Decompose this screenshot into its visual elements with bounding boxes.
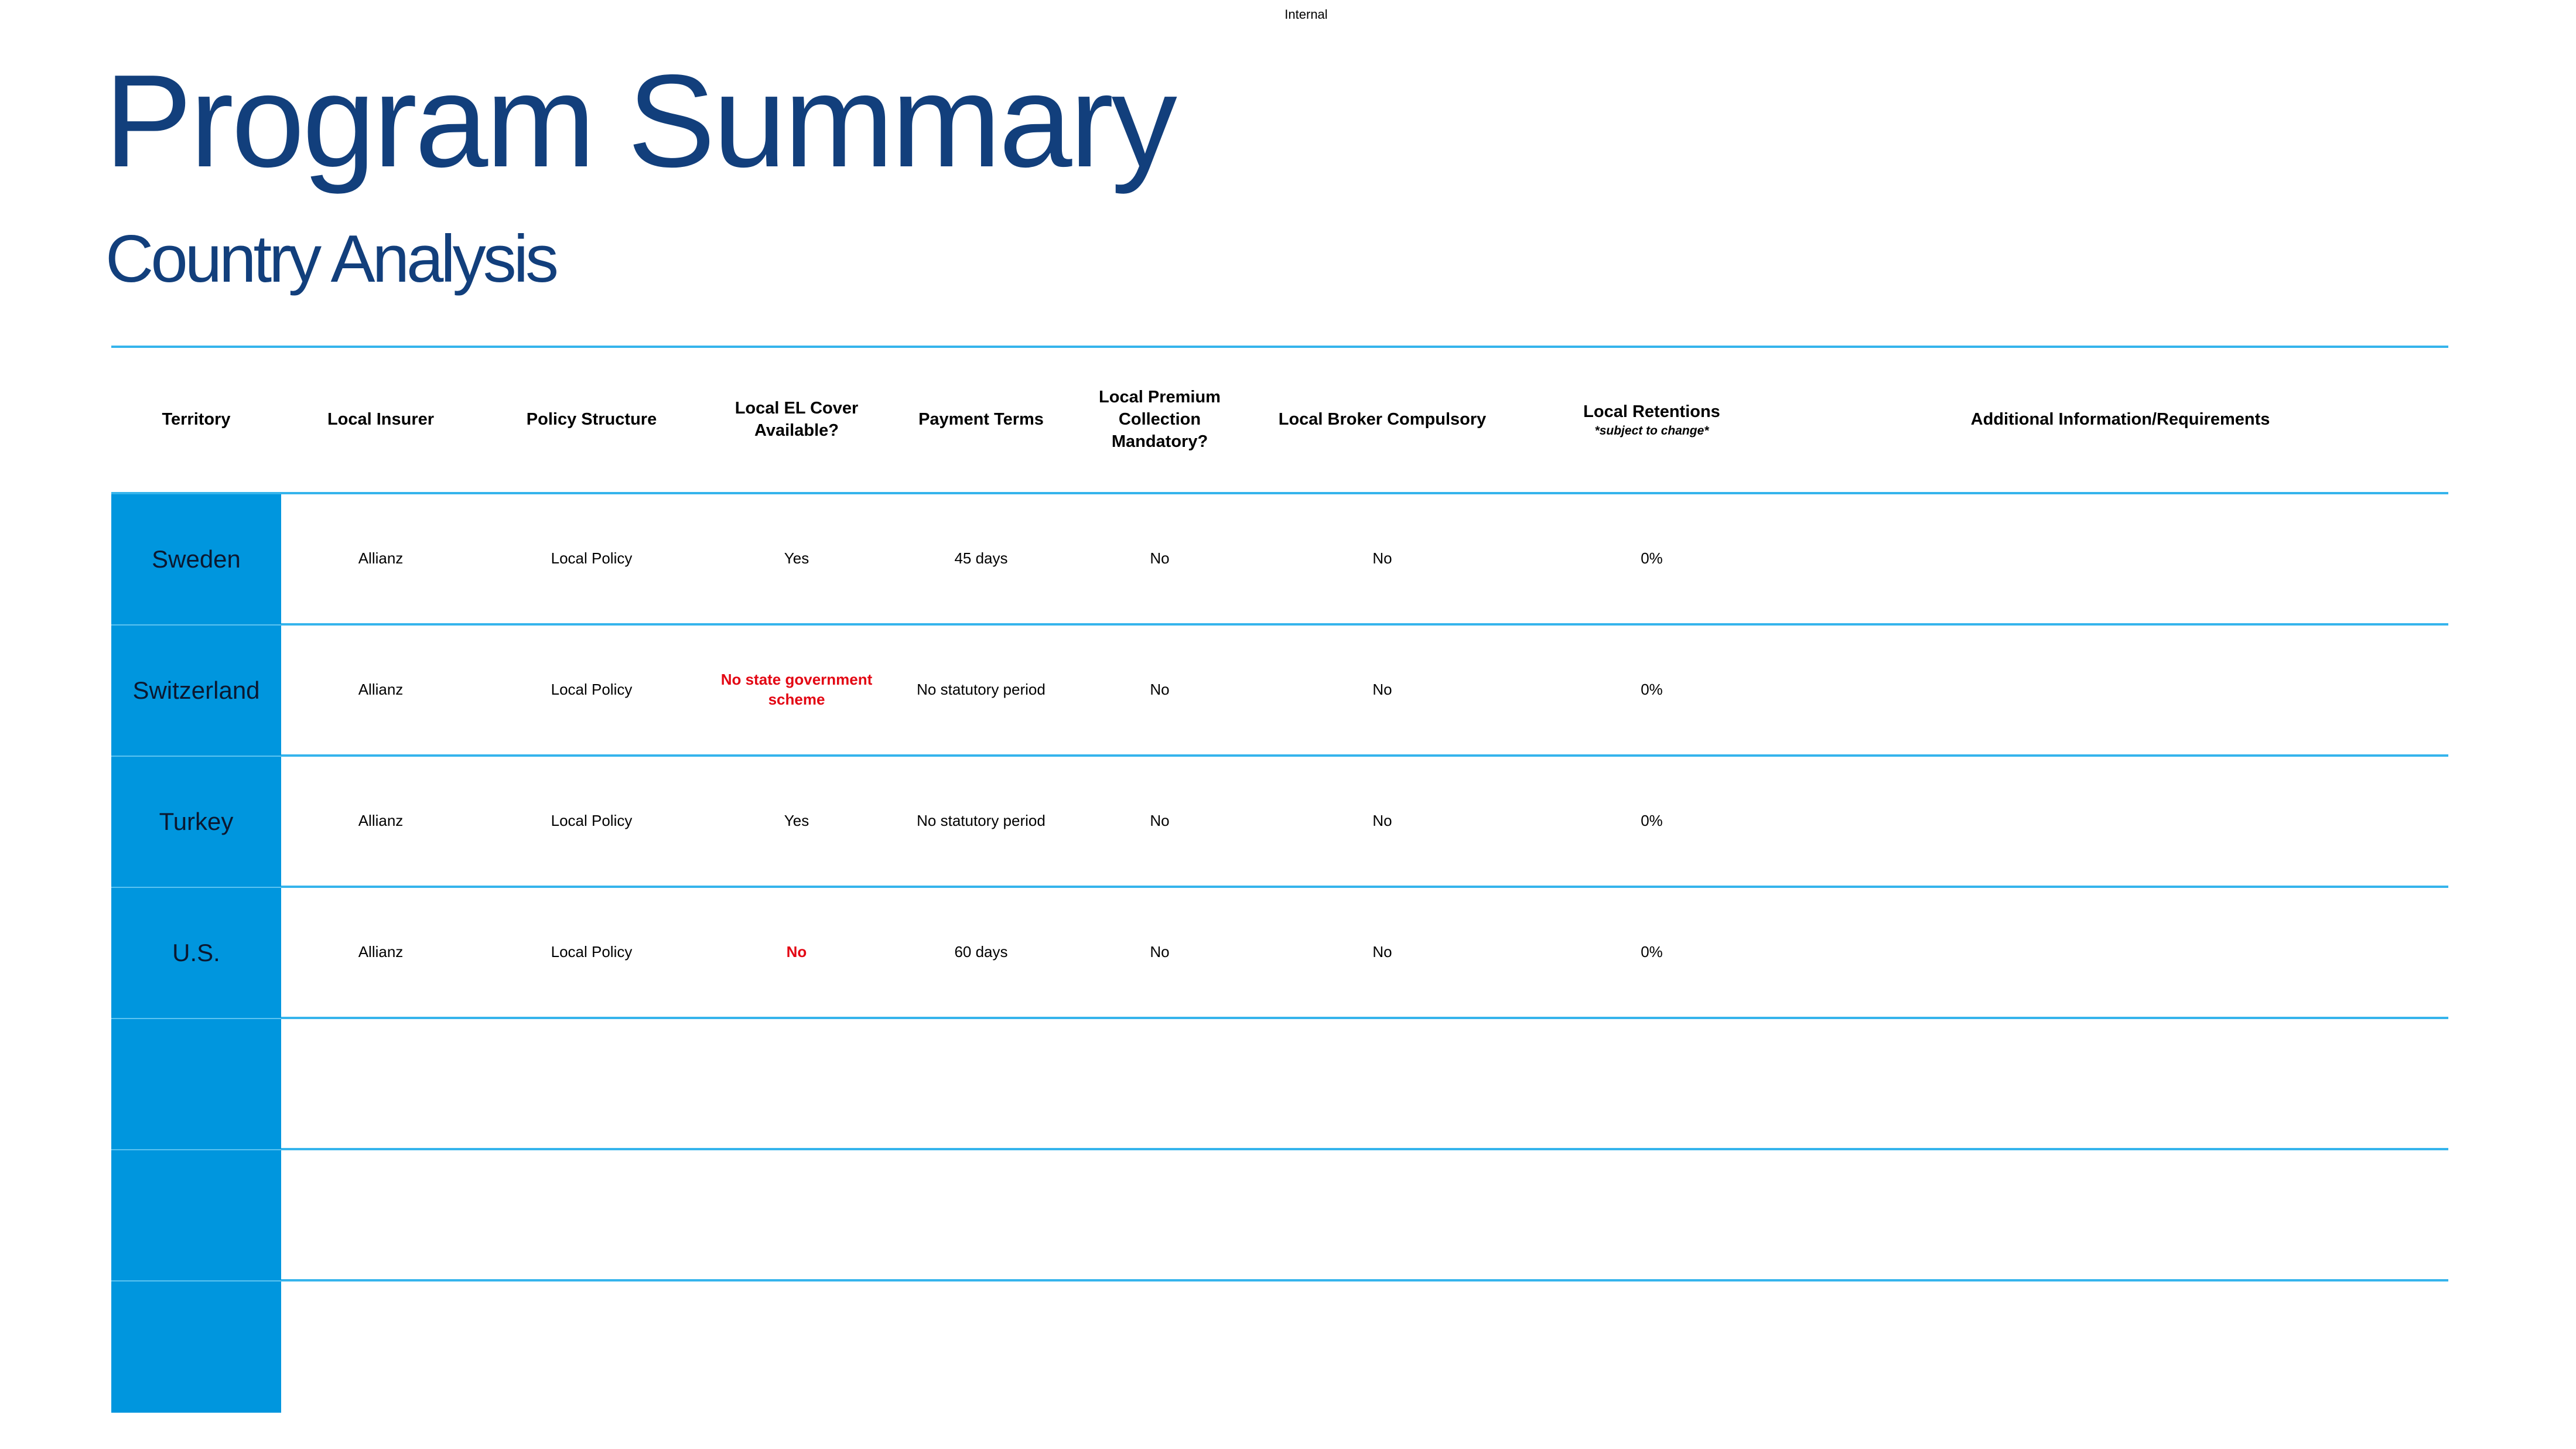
policy-structure-cell (480, 1019, 703, 1148)
territory-cell (111, 1019, 281, 1150)
local-el-cover-cell: Yes (784, 549, 809, 568)
additional-info-cell (1798, 1019, 2442, 1148)
header-territory: Territory (162, 410, 231, 429)
local-premium-collection-cell: No (1150, 681, 1170, 699)
header-local-retentions-label: Local Retentions (1583, 402, 1720, 421)
local-premium-collection-cell (1084, 1019, 1236, 1148)
local-broker-compulsory-cell: No (1372, 549, 1392, 568)
policy-structure-cell: Local Policy (551, 681, 633, 699)
table-row (111, 1019, 2448, 1150)
local-retentions-cell (1540, 1019, 1763, 1148)
policy-structure-cell: Local Policy (551, 812, 633, 830)
local-broker-compulsory-cell: No (1372, 943, 1392, 961)
payment-terms-cell: No statutory period (917, 681, 1046, 699)
territory-cell: U.S. (111, 888, 281, 1019)
local-insurer-cell: Allianz (358, 681, 404, 699)
header-local-premium-collection: Local Premium Collection Mandatory? (1099, 388, 1221, 451)
header-policy-structure: Policy Structure (526, 410, 657, 429)
local-broker-compulsory-cell (1259, 1281, 1505, 1410)
classification-label: Internal (1284, 7, 1328, 22)
local-premium-collection-cell (1084, 1150, 1236, 1279)
page-title: Program Summary (104, 47, 1175, 194)
territory-cell: Turkey (111, 757, 281, 888)
local-retentions-cell: 0% (1641, 549, 1663, 568)
header-local-retentions-note: *subject to change* (1594, 424, 1709, 438)
table-row (111, 1150, 2448, 1281)
local-insurer-cell: Allianz (358, 812, 404, 830)
policy-structure-cell: Local Policy (551, 549, 633, 568)
local-retentions-cell (1540, 1281, 1763, 1410)
local-premium-collection-cell (1084, 1281, 1236, 1410)
local-el-cover-cell: Yes (784, 812, 809, 830)
payment-terms-cell: No statutory period (917, 812, 1046, 830)
local-broker-compulsory-cell: No (1372, 812, 1392, 830)
local-retentions-cell (1540, 1150, 1763, 1279)
territory-cell: Sweden (111, 494, 281, 626)
payment-terms-cell: 60 days (954, 943, 1008, 961)
local-broker-compulsory-cell (1259, 1019, 1505, 1148)
local-premium-collection-cell: No (1150, 812, 1170, 830)
additional-info-cell (1798, 888, 2442, 1017)
table-row (111, 1281, 2448, 1413)
header-local-broker-compulsory: Local Broker Compulsory (1278, 410, 1487, 429)
local-broker-compulsory-cell: No (1372, 681, 1392, 699)
policy-structure-cell (480, 1281, 703, 1410)
local-insurer-cell (281, 1150, 480, 1279)
local-el-cover-cell (720, 1150, 873, 1279)
additional-info-cell (1798, 626, 2442, 754)
additional-info-cell (1798, 757, 2442, 886)
payment-terms-cell (890, 1019, 1072, 1148)
header-payment-terms: Payment Terms (918, 410, 1044, 429)
local-el-cover-cell (720, 1281, 873, 1410)
local-retentions-cell: 0% (1641, 943, 1663, 961)
local-insurer-cell (281, 1281, 480, 1410)
additional-info-cell (1798, 1150, 2442, 1279)
territory-cell (111, 1281, 281, 1413)
local-insurer-cell: Allianz (358, 943, 404, 961)
local-el-cover-cell (720, 1019, 873, 1148)
payment-terms-cell (890, 1150, 1072, 1279)
table-row (111, 888, 2448, 1019)
policy-structure-cell: Local Policy (551, 943, 633, 961)
table-header-row (111, 348, 2448, 494)
header-local-insurer: Local Insurer (327, 410, 435, 429)
table-row (111, 494, 2448, 626)
header-local-el-cover: Local EL Cover Available? (734, 399, 859, 440)
local-el-cover-cell: No state government scheme (720, 671, 873, 708)
local-premium-collection-cell: No (1150, 549, 1170, 568)
territory-cell (111, 1150, 281, 1281)
local-insurer-cell: Allianz (358, 549, 404, 568)
additional-info-cell (1798, 494, 2442, 623)
header-additional-info: Additional Information/Requirements (1970, 410, 2270, 429)
payment-terms-cell: 45 days (954, 549, 1008, 568)
local-retentions-cell: 0% (1641, 681, 1663, 699)
policy-structure-cell (480, 1150, 703, 1279)
local-insurer-cell (281, 1019, 480, 1148)
table-row (111, 757, 2448, 888)
territory-cell: Switzerland (111, 626, 281, 757)
local-el-cover-cell: No (786, 943, 807, 961)
local-premium-collection-cell: No (1150, 943, 1170, 961)
local-broker-compulsory-cell (1259, 1150, 1505, 1279)
additional-info-cell (1798, 1281, 2442, 1410)
header-local-retentions (1540, 348, 1763, 492)
local-retentions-cell: 0% (1641, 812, 1663, 830)
payment-terms-cell (890, 1281, 1072, 1410)
table-row (111, 626, 2448, 757)
page-subtitle: Country Analysis (105, 222, 556, 296)
